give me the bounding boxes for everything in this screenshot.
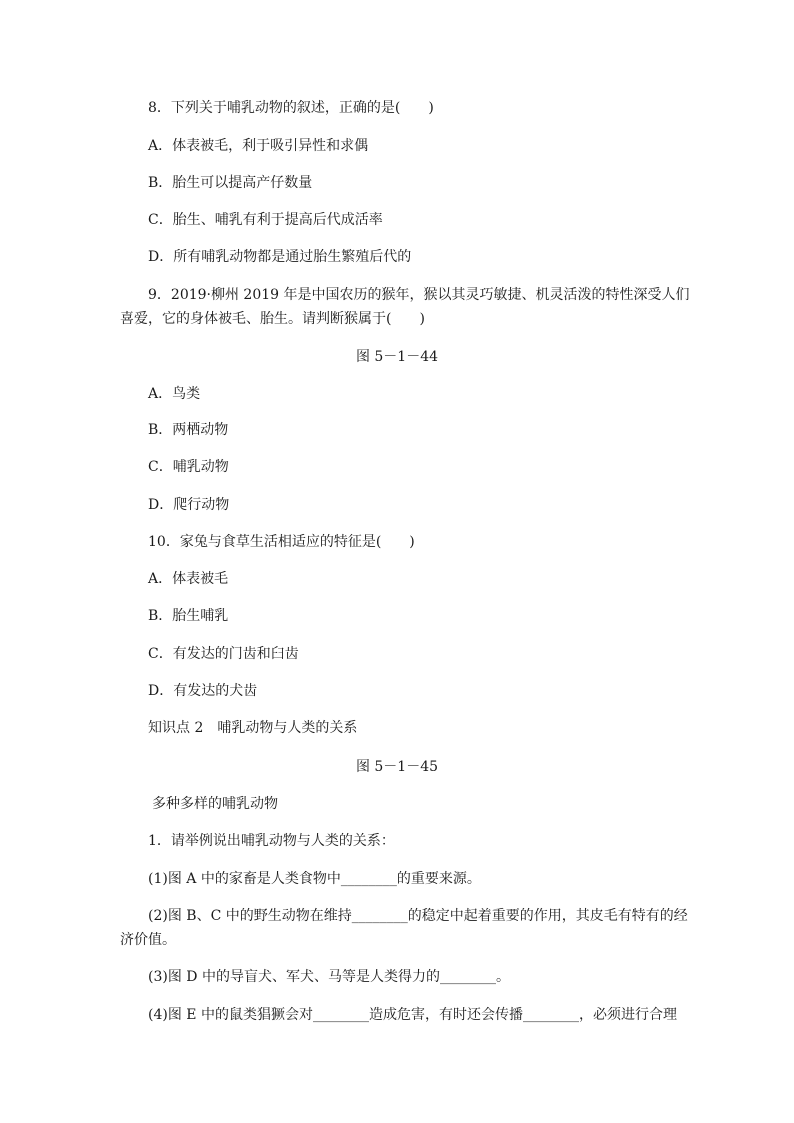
question-10-option-c: C．有发达的门齿和臼齿 (148, 646, 299, 662)
question-8-stem: 8．下列关于哺乳动物的叙述，正确的是( ) (148, 100, 434, 116)
question-8-option-b: B．胎生可以提高产仔数量 (148, 175, 313, 191)
question-1-sub-2-line-1: (2)图 B、C 中的野生动物在维持________的稳定中起着重要的作用，其皮毛有特有的经 (148, 908, 688, 924)
question-1-sub-2-line-2: 济价值。 (120, 932, 176, 948)
question-9-option-c: C．哺乳动物 (148, 459, 229, 475)
section-heading: 知识点 2 哺乳动物与人类的关系 (148, 720, 358, 736)
question-1-sub-1: (1)图 A 中的家畜是人类食物中________的重要来源。 (148, 871, 481, 887)
question-1-sub-3: (3)图 D 中的导盲犬、军犬、马等是人类得力的________。 (148, 969, 510, 985)
question-9-stem-line-1: 9．2019·柳州 2019 年是中国农历的猴年，猴以其灵巧敏捷、机灵活泼的特性深受人们 (148, 287, 690, 303)
question-10-stem: 10．家兔与食草生活相适应的特征是( ) (148, 534, 415, 550)
question-1-stem: 1．请举例说出哺乳动物与人类的关系： (148, 833, 395, 849)
figure-caption-45: 图 5－1－45 (355, 759, 439, 775)
question-9-stem-line-2: 喜爱，它的身体被毛、胎生。请判断猴属于( ) (120, 311, 425, 327)
question-9-option-d: D．爬行动物 (148, 497, 230, 513)
question-10-option-d: D．有发达的犬齿 (148, 683, 258, 699)
question-10-option-a: A．体表被毛 (148, 571, 229, 587)
question-9-option-a: A．鸟类 (148, 386, 201, 402)
question-8-option-d: D．所有哺乳动物都是通过胎生繁殖后代的 (148, 249, 412, 265)
question-9-option-b: B．两栖动物 (148, 422, 229, 438)
figure-title: 多种多样的哺乳动物 (152, 796, 278, 812)
question-8-option-c: C．胎生、哺乳有利于提高后代成活率 (148, 212, 383, 228)
question-8-option-a: A．体表被毛，利于吸引异性和求偶 (148, 138, 369, 154)
figure-caption-44: 图 5－1－44 (355, 349, 439, 365)
question-10-option-b: B．胎生哺乳 (148, 608, 229, 624)
question-1-sub-4: (4)图 E 中的鼠类猖獗会对________造成危害，有时还会传播________，必须进行合理 (148, 1007, 677, 1023)
